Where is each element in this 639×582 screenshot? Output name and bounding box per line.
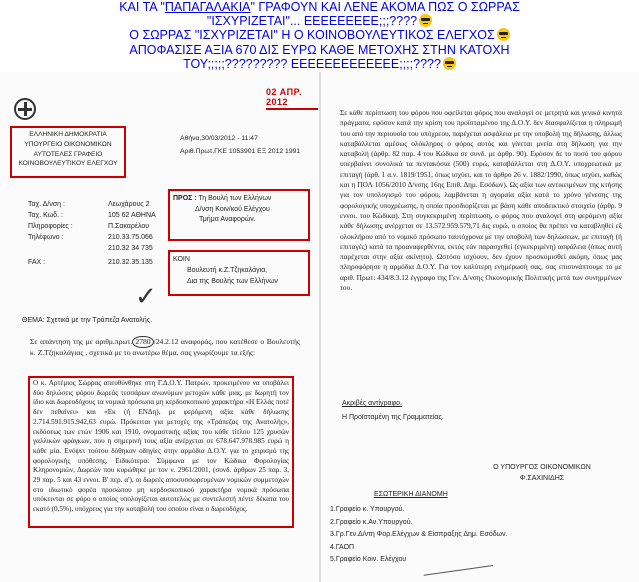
recipient-block <box>173 194 271 226</box>
body-paragraph-left: Ο κ. Αρτέμιος Σώρρας απευθύνθηκε στη Γ.Δ.Ο.Υ. Πατρών, προκειμένου να υποβάλει δύο δηλώσεις φόρου δωρεάς τεσσάρων ανωνύμων μετοχών κάθε μιας, με δωρητή τον ίδιο και δωρεοδόχους τα νομικά πρόσωπα μη κερδοσκοπικού χαρακτήρα «Η Ελλάς ποτέ δεν πεθαίνει» και «Εκ (ή ΕΝΔη), με φερόμενη αξία κάθε δήλωσης 2.714.591.915.942,63 ευρώ. Πρόκειται για μετοχές της «Τράπεζας της Ανατολής», εκδόσεως των ετών 1906 και 1910, ονομαστικής αξίας του κάθε τίτλου 125 χρυσών γαλλικών φράγκων, που η σημερινή τους αξία ανέρχεται σε 678.647.978.985 ευρώ η κάθε μία. Ενόψει τούτου δόθηκαν οδηγίες στην αρμόδια Δ.Ο.Υ. για το χειρισμό της φορολογικής υπόθεσης. Ειδικότερα: Σύμφωνα με τον Κώδικα Φορολογίας Κληρονομιών, Δωρεών που κυρώθηκε με τον ν. 2961/2001, (συνδ. άρθρων 25 παρ. 3, 29 παρ. 5 και 43 εννοι. Β' περ. α'), οι δωρεές αποσυσσωρευμένων νομικών συμμετοχών στο ιδιωτικό φορέα προσώπου μη κερδοσκοπικού χαρακτήρα νομικά πρόσωπα υπόκεινται σε φόρο ο οποίος υπολογίζεται αυτοτελώς με συντελεστή πέντε δέκατα του εκατό (0,5%), υπόχρεος για την καταβολή του οποίου είναι ο δωρεοδόχος. <box>33 379 289 514</box>
headline-text: ΚΑΙ ΤΑ " <box>119 0 165 14</box>
intro-paragraph <box>30 336 300 359</box>
recipient-line: Τμήμα Αναφορών. <box>199 216 256 223</box>
contact-key: FAX : <box>28 259 46 266</box>
cc-line: Βουλευτή κ.Ζ.Τζηκαλάγια, <box>187 267 268 274</box>
contact-value: 210.32 34 735 <box>108 245 153 252</box>
headline-line-2 <box>0 14 639 28</box>
exact-copy-note: Ακριβές αντίγραφο. <box>342 400 402 407</box>
contact-row <box>28 200 150 210</box>
sunglasses-emoji-icon <box>443 57 456 70</box>
sunglasses-emoji-icon <box>497 28 510 41</box>
contact-value: 210.32.35.135 <box>108 259 153 266</box>
contact-row <box>28 222 149 232</box>
recipient-line: Τη Βουλή των Ελλήνων <box>198 195 272 202</box>
distribution-item: 4.ΓΑΟΠ <box>330 543 355 551</box>
headline-line-5 <box>0 57 639 71</box>
headline-underlined-word: ΠΑΠΑΓΑΛΑΚΙΑ <box>164 0 251 14</box>
intro-text: Σε απάντηση της με αριθμ.πρωτ. <box>30 337 133 346</box>
signatory-name: Φ.ΣΑΧΙΝΙΔΗΣ <box>519 475 565 482</box>
checkmark-icon: ✓ <box>135 282 157 312</box>
sender-line: ΚΟΙΝΟΒΟΥΛΕΥΤΙΚΟΥ ΕΛΕΓΧΟΥ <box>18 160 118 168</box>
cc-block <box>173 254 278 287</box>
page-divider <box>319 72 321 582</box>
sender-line: ΥΠΟΥΡΓΕΙΟ ΟΙΚΟΝΟΜΙΚΩΝ <box>24 140 112 148</box>
headline-line-3 <box>0 28 639 42</box>
document-date: Αθήνα,30/03/2012 - 11:47 <box>180 135 258 142</box>
sender-line: ΑΥΤΟΤΕΛΕΣ ΓΡΑΦΕΙΟ <box>33 150 103 158</box>
contact-value: 210.33.75.066 <box>108 234 153 241</box>
contact-key: Πληροφορίες : <box>28 223 73 230</box>
distribution-item: 1.Γραφείο κ. Υπουργού. <box>330 506 405 513</box>
document-page-left <box>0 72 318 582</box>
sender-line: ΕΛΛΗΝΙΚΗ ΔΗΜΟΚΡΑΤΙΑ <box>29 131 107 138</box>
sunglasses-emoji-icon <box>419 14 432 27</box>
contact-key: Ταχ. Κωδ. : <box>28 212 63 219</box>
contact-value: 105 62 ΑΘΗΝΑ <box>108 212 156 219</box>
contact-value: Π.Σακαρέλου <box>108 223 150 230</box>
cc-line: Δια της Βουλής των Ελλήνων <box>187 278 278 285</box>
signatory-block <box>472 462 612 484</box>
headline-text: ΤΟΥ;;;;;????????? ΕΕΕΕΕΕΕΕΕΕΕΕΕ;;;;???? <box>183 56 441 71</box>
contact-row <box>28 244 153 254</box>
headline-text: "ΙΣΧΥΡΙΖΕΤΑΙ"... ΕΕΕΕΕΕΕΕΕ;;;???? <box>206 14 418 29</box>
contact-row <box>28 211 156 221</box>
contact-row <box>28 258 153 268</box>
body-paragraph-right: Σε κάθε περίπτωση του φόρου που οφείλεται φόρος που αναλογεί σε μετρητά και γενικά κινητά πράγματα, εφόσον κατά την κρίση του προϊσταμένου της Δ.Ο.Υ. δεν διασφαλίζεται η πληρωμή του από την περιουσία του υπόχρεου, παρέχεται ασφάλεια με την υποβολή της δήλωσης, άλλως καταβάλλεται αμέσως ολόκληρος ο φόρος αυτός και γίνεται μνεία στη δήλωση για την καταβολή (άρθρ. 82 παρ. 4 του Κώδικα σε συνδ. με άρθρ. 90). Εφόσον δε το ποσό του φόρου υπερβαίνει συνολικά τα πεντακόσια (500) ευρώ, καταβάλλεται στη Δ.Ο.Υ. υποχρεωτικά με επιταγή (άρθ. 1 α.ν. 1819/1951, όπως ισχύει, και το άρθρο 26 ν. 1882/1990, όπως ισχύει, καθώς και η ΠΟΛ 1056/2010 Δ/νσης 16ης Επιθ. Δημ. Εσόδων). Ως αξία των αντικειμένων της κτήσης για τον υπολογισμό του φόρου, λαμβάνεται η αγοραία αξία κατά το χρόνο γένεσης της φορολογικής υποχρέωσης, η οποία προσδιορίζεται με βάση κάθε αποδεικτικό στοιχείο (άρθρ. 9 εννοι. του Κώδικα). Στη συγκεκριμένη περίπτωση, ο φόρος που αναλογεί στη φερόμενη αξία κάθε δήλωσης ανέρχεται σε 13.572.959.579,71 δις ευρώ, ο οποίος θα πρέπει να καταβληθεί εξ ολοκλήρου από το νομικό πρόσωπο ταυτόχρονα με την υποβολή των δηλώσεων, με επιταγή (ή επιταγές) κατά τα προαναφερθέντα, εκτός εάν παρασχεθεί (εγκεκριμένη) ασφάλεια (όπως αυτή παρέχεται στην αξία ακίνητο). Ωστόσο ισχύουν, δεν έχουν προσκομισθεί ακόμη, όπως μας πληροφόρησε η αρμόδια Δ.Ο.Υ. Για τον καλύτερη ενημέρωσή σας, σας επισυνάπτουμε το με αριθ. Πρωτ: 434/8.3.12 έγγραφο της Γεν. Δ/νσης Οικονομικής Πολιτικής μετά των συνημμένων του. <box>340 108 622 293</box>
recipient-line: Δ/νση Κοιν/κού Ελέγχου <box>195 205 270 213</box>
headline-text: ΑΠΟΦΑΣΙΣΕ ΑΞΙΑ 670 ΔΙΣ ΕΥΡΩ ΚΑΘΕ ΜΕΤΟΧΗΣ ΣΤΗΝ ΚΑΤΟΧΗ <box>129 42 510 57</box>
cc-label: ΚΟΙΝ <box>173 256 190 263</box>
subject-line: ΘΕΜΑ: Σχετικά με την Τράπεζα Ανατολής. <box>22 317 153 324</box>
intro-text: /24.2.12 αναφοράς, που κατέθεσε ο Βουλευτής κ. Ζ.Τζηκαλάγιας , σχετικά με το ανωτέρω θέμα, σας γνωρίζουμε τα εξής: <box>30 337 300 358</box>
contact-key: Τηλέφωνο : <box>28 234 64 241</box>
headline-text: " ΓΡΑΦΟΥΝ ΚΑΙ ΛΕΝΕ ΑΚΟΜΑ ΠΩΣ Ο ΣΩΡΡΑΣ <box>250 0 520 14</box>
secretary-note: Η Προϊσταμένη της Γραμματείας. <box>342 414 444 421</box>
sender-block <box>12 130 124 169</box>
headline <box>0 0 639 72</box>
distribution-list <box>330 504 508 567</box>
received-date-stamp: 02 ΑΠΡ. 2012 <box>266 87 318 110</box>
scanned-document <box>0 72 639 582</box>
document-page-right <box>322 72 639 582</box>
distribution-item: 2.Γραφείο κ.Αν.Υπουργού. <box>330 518 413 526</box>
recipient-label: ΠΡΟΣ : <box>173 195 197 202</box>
contact-value: Λεωχάρους 2 <box>108 201 150 208</box>
contact-row <box>28 233 153 243</box>
distribution-item: 5.Γραφείο Κοιν. Ελέγχου <box>330 556 407 563</box>
headline-text: Ο ΣΩΡΡΑΣ "ΙΣΧΥΡΙΖΕΤΑΙ" Η Ο ΚΟΙΝΟΒΟΥΛΕΥΤΙΚΟΣ ΕΛΕΓΧΟΣ <box>129 28 495 43</box>
distribution-title: ΕΣΩΤΕΡΙΚΗ ΔΙΑΝΟΜΗ <box>374 491 448 498</box>
contact-key: Ταχ. Δ/νση : <box>28 201 65 208</box>
circled-protocol-number: 2780 <box>132 336 153 348</box>
distribution-item: 3.Γρ.Γεν.Δ/ντη Φορ.Ελέγχων & Είσπραξης Δημ. Εσόδων. <box>330 531 508 538</box>
signatory-title: Ο ΥΠΟΥΡΓΟΣ ΟΙΚΟΝΟΜΙΚΩΝ <box>493 464 591 471</box>
protocol-number: Αριθ.Πρωτ.ΓΚΕ 1053901 ΕΞ 2012 1991 <box>180 148 301 155</box>
greek-emblem-icon <box>14 98 36 120</box>
headline-line-1 <box>0 0 639 14</box>
headline-line-4 <box>0 43 639 57</box>
